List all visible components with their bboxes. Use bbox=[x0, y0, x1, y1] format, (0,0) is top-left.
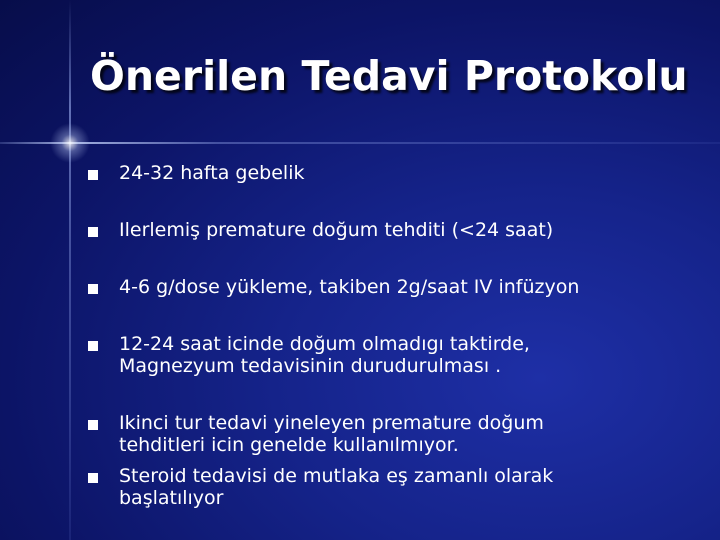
square-bullet-icon bbox=[88, 473, 98, 483]
decorative-star-glow-icon bbox=[50, 123, 90, 163]
bullet-text: 4-6 g/dose yükleme, takiben 2g/saat IV infüzyon bbox=[119, 276, 580, 298]
square-bullet-icon bbox=[88, 227, 98, 237]
bullet-text: Ikinci tur tedavi yineleyen premature doğum tehditleri icin genelde kullanılmıyor. bbox=[119, 412, 544, 456]
square-bullet-icon bbox=[88, 420, 98, 430]
square-bullet-icon bbox=[88, 341, 98, 351]
square-bullet-icon bbox=[88, 284, 98, 294]
bullet-text: 12-24 saat icinde doğum olmadıgı taktirde, Magnezyum tedavisinin durudurulması . bbox=[119, 333, 530, 377]
bullet-text: Steroid tedavisi de mutlaka eş zamanlı olarak başlatılıyor bbox=[119, 465, 554, 509]
square-bullet-icon bbox=[88, 170, 98, 180]
bullet-text: Ilerlemiş premature doğum tehditi (<24 saat) bbox=[119, 219, 554, 241]
decorative-horizontal-line bbox=[0, 142, 720, 144]
decorative-vertical-line bbox=[69, 0, 71, 540]
bullet-text: 24-32 hafta gebelik bbox=[119, 162, 305, 184]
slide-title: Önerilen Tedavi Protokolu bbox=[90, 52, 688, 100]
